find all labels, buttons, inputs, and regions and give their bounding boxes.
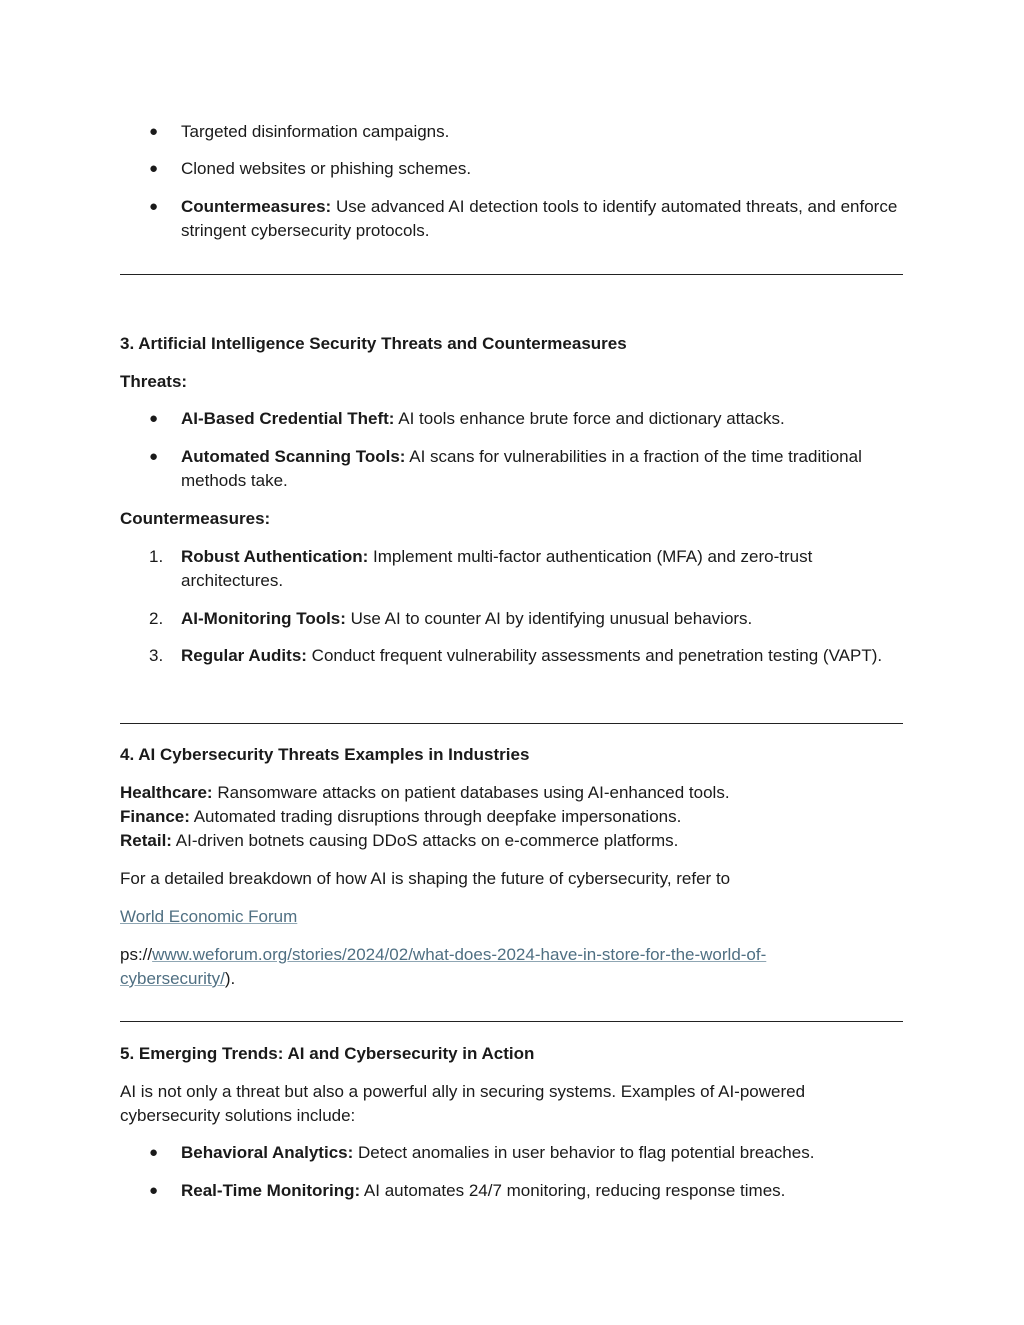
list-item-bold-label: Automated Scanning Tools: — [181, 447, 406, 466]
url-paragraph — [120, 943, 903, 991]
list-item-bold-label: Behavioral Analytics: — [181, 1143, 354, 1162]
industry-examples — [120, 781, 903, 853]
bullet-marker: ● — [149, 448, 159, 465]
bullet-marker: ● — [149, 160, 159, 177]
bullet-marker: ● — [149, 198, 159, 215]
list-item-text: Use advanced AI detection tools to identify automated threats, and enforce stringent cybersecurity protocols. — [181, 197, 898, 240]
list-item-text: Use AI to counter AI by identifying unusual behaviors. — [345, 609, 753, 628]
section-heading: 3. Artificial Intelligence Security Threats and Countermeasures — [120, 334, 627, 353]
bullet-marker: ● — [149, 1182, 159, 1199]
horizontal-rule — [120, 1021, 903, 1022]
list-item — [181, 1179, 901, 1203]
refer-paragraph: For a detailed breakdown of how AI is shaping the future of cybersecurity, refer to — [120, 869, 731, 888]
list-number: 2. — [149, 609, 164, 628]
list-item-text: Implement multi-factor authentication (MFA) and zero-trust architectures. — [181, 547, 813, 590]
list-item-bold-label: Regular Audits: — [181, 646, 307, 665]
intro-paragraph: AI is not only a threat but also a powerful ally in securing systems. Examples of AI-powered cybersecurity solutions include: — [120, 1082, 806, 1125]
list-item-text: Targeted disinformation campaigns. — [181, 122, 450, 141]
list-item — [181, 445, 901, 493]
list-item — [181, 407, 901, 431]
section-heading: 4. AI Cybersecurity Threats Examples in Industries — [120, 745, 530, 764]
list-item-text: Detect anomalies in user behavior to flag potential breaches. — [353, 1143, 815, 1162]
threats-label: Threats: — [120, 372, 188, 391]
list-item — [181, 607, 901, 631]
section-heading: 5. Emerging Trends: AI and Cybersecurity in Action — [120, 1044, 535, 1063]
industry-label: Healthcare: — [120, 783, 213, 802]
list-item — [181, 195, 901, 243]
url-suffix: ). — [224, 969, 236, 988]
bullet-marker: ● — [149, 410, 159, 427]
url-line-2: cybersecurity/ — [120, 969, 225, 988]
list-item-text: Cloned websites or phishing schemes. — [181, 159, 472, 178]
list-item-bold-label: AI-Based Credential Theft: — [181, 409, 395, 428]
list-item-bold-label: Countermeasures: — [181, 197, 332, 216]
list-item — [181, 120, 901, 144]
list-item-bold-label: AI-Monitoring Tools: — [181, 609, 346, 628]
weforum-url-link[interactable] — [120, 945, 766, 988]
list-item-text: AI automates 24/7 monitoring, reducing response times. — [360, 1181, 786, 1200]
list-item — [181, 545, 901, 593]
list-item-text: AI scans for vulnerabilities in a fraction of the time traditional methods take. — [181, 447, 862, 490]
list-item-bold-label: Robust Authentication: — [181, 547, 369, 566]
industry-text: Ransomware attacks on patient databases using AI-enhanced tools. — [212, 783, 730, 802]
list-item-bold-label: Real-Time Monitoring: — [181, 1181, 361, 1200]
list-item — [181, 644, 901, 668]
list-item — [181, 157, 901, 181]
list-item-text: AI tools enhance brute force and dictionary attacks. — [394, 409, 785, 428]
horizontal-rule — [120, 274, 903, 275]
bullet-marker: ● — [149, 123, 159, 140]
world-economic-forum-link[interactable]: World Economic Forum — [120, 907, 298, 926]
industry-text: AI-driven botnets causing DDoS attacks on e-commerce platforms. — [171, 831, 679, 850]
list-number: 3. — [149, 646, 164, 665]
industry-label: Finance: — [120, 807, 190, 826]
list-item-text: Conduct frequent vulnerability assessments and penetration testing (VAPT). — [306, 646, 883, 665]
url-prefix: ps:// — [120, 945, 153, 964]
horizontal-rule — [120, 723, 903, 724]
list-item — [181, 1141, 901, 1165]
url-line-1: www.weforum.org/stories/2024/02/what-does-2024-have-in-store-for-the-world-of- — [152, 945, 767, 964]
industry-label: Retail: — [120, 831, 172, 850]
list-number: 1. — [149, 547, 164, 566]
industry-text: Automated trading disruptions through deepfake impersonations. — [189, 807, 682, 826]
countermeasures-label: Countermeasures: — [120, 509, 271, 528]
bullet-marker: ● — [149, 1144, 159, 1161]
link-paragraph — [120, 905, 903, 929]
